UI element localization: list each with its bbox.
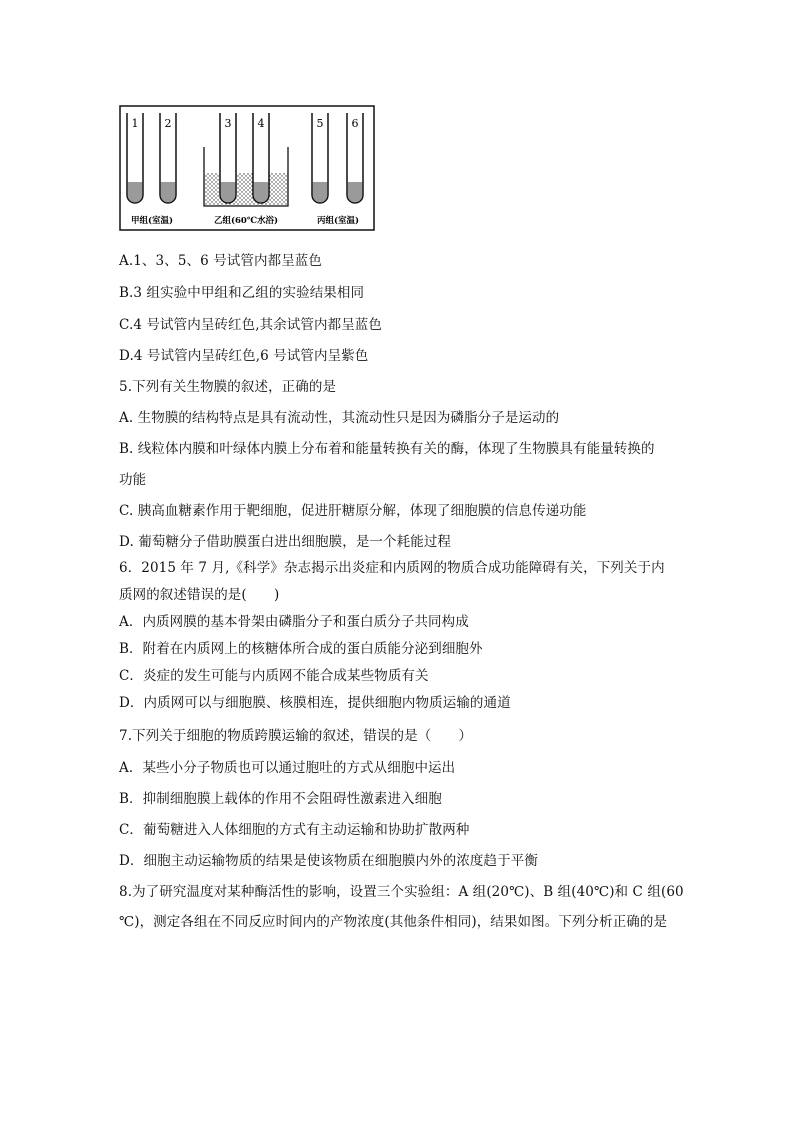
group-label: 甲组(室温) bbox=[130, 216, 174, 226]
group-label: 乙组(60℃水浴) bbox=[213, 216, 279, 226]
q5-stem: 5.下列有关生物膜的叙述，正确的是 bbox=[119, 379, 337, 395]
q4-option-c: C.4 号试管内呈砖红色,其余试管内都呈蓝色 bbox=[119, 317, 383, 333]
q4-option-a: A.1、3、5、6 号试管内都呈蓝色 bbox=[119, 253, 322, 269]
tube-number: 6 bbox=[351, 117, 359, 130]
group-label: 丙组(室温) bbox=[316, 216, 360, 226]
q6-stem-line1: 6．2015 年 7 月,《科学》杂志揭示出炎症和内质网的物质合成功能障碍有关，下列关于内 bbox=[119, 560, 665, 576]
q4-option-d: D.4 号试管内呈砖红色,6 号试管内呈紫色 bbox=[119, 348, 369, 364]
q6-option-b: B．附着在内质网上的核糖体所合成的蛋白质能分泌到细胞外 bbox=[119, 641, 483, 657]
tube-number: 4 bbox=[257, 117, 265, 130]
q6-stem-line2: 质网的叙述错误的是( ) bbox=[119, 587, 280, 603]
q5-option-d: D. 葡萄糖分子借助膜蛋白进出细胞膜，是一个耗能过程 bbox=[119, 534, 452, 550]
q7-stem: 7.下列关于细胞的物质跨膜运输的叙述，错误的是（ ） bbox=[119, 728, 473, 744]
water-bath-beaker bbox=[204, 147, 288, 206]
q4-option-b: B.3 组实验中甲组和乙组的实验结果相同 bbox=[119, 285, 365, 301]
tube-number: 3 bbox=[224, 117, 232, 130]
test-tube-figure bbox=[119, 105, 375, 231]
q5-option-b-cont: 功能 bbox=[119, 472, 147, 488]
q7-option-d: D．细胞主动运输物质的结果是使该物质在细胞膜内外的浓度趋于平衡 bbox=[119, 853, 538, 869]
q5-option-c: C. 胰高血糖素作用于靶细胞，促进肝糖原分解，体现了细胞膜的信息传递功能 bbox=[119, 503, 587, 519]
tube-number: 5 bbox=[316, 117, 324, 130]
q7-option-c: C．葡萄糖进入人体细胞的方式有主动运输和协助扩散两种 bbox=[119, 822, 470, 838]
q8-stem-line1: 8.为了研究温度对某种酶活性的影响，设置三个实验组：A 组(20℃)、B 组(40℃)和 C 组(60 bbox=[119, 884, 684, 900]
q7-option-a: A．某些小分子物质也可以通过胞吐的方式从细胞中运出 bbox=[119, 760, 456, 776]
q6-option-d: D．内质网可以与细胞膜、核膜相连，提供细胞内物质运输的通道 bbox=[119, 695, 511, 711]
q7-option-b: B．抑制细胞膜上载体的作用不会阻碍性激素进入细胞 bbox=[119, 791, 442, 807]
q5-option-b: B. 线粒体内膜和叶绿体内膜上分布着和能量转换有关的酶，体现了生物膜具有能量转换的 bbox=[119, 441, 655, 457]
tube-number: 2 bbox=[164, 117, 172, 130]
q6-option-a: A．内质网膜的基本骨架由磷脂分子和蛋白质分子共同构成 bbox=[119, 614, 469, 630]
q8-stem-line2: ℃)，测定各组在不同反应时间内的产物浓度(其他条件相同)，结果如图。下列分析正确的是 bbox=[119, 914, 668, 930]
q5-option-a: A. 生物膜的结构特点是具有流动性，其流动性只是因为磷脂分子是运动的 bbox=[119, 410, 560, 426]
q6-option-c: C．炎症的发生可能与内质网不能合成某些物质有关 bbox=[119, 668, 429, 684]
tube-number: 1 bbox=[131, 117, 139, 130]
